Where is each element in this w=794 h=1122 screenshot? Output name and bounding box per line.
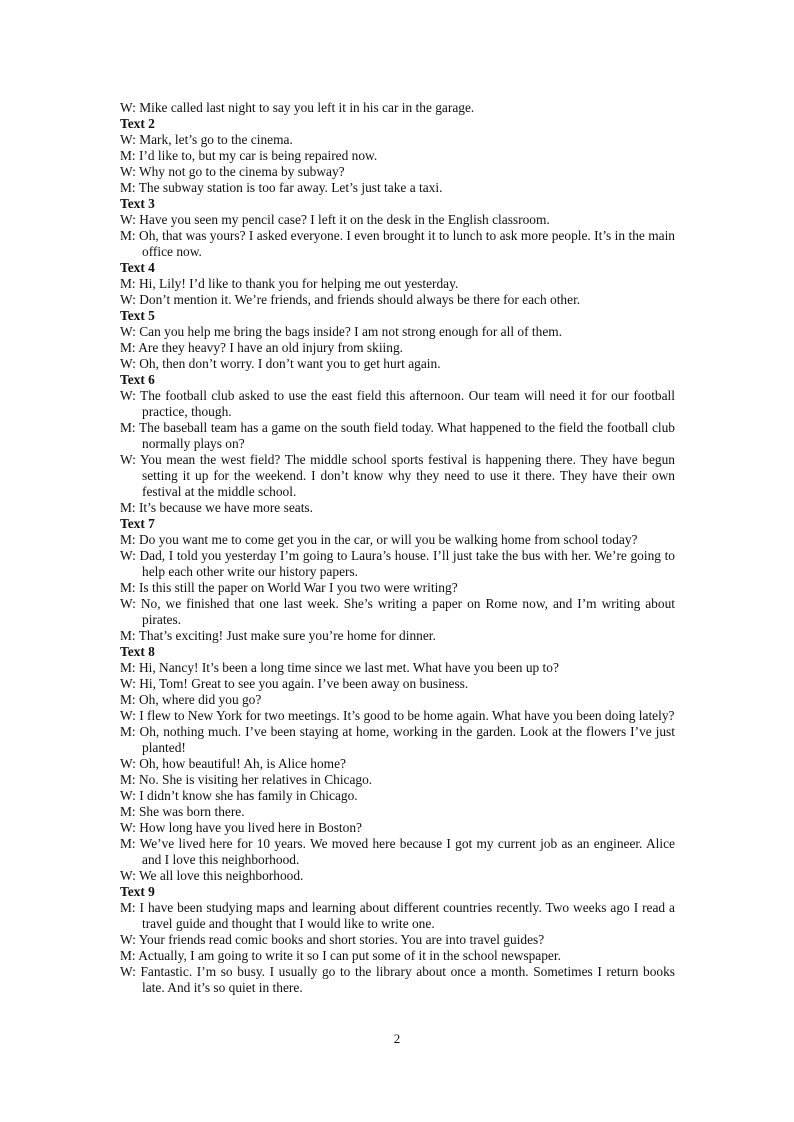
dialogue-line: M: Oh, that was yours? I asked everyone. I even brought it to lunch to ask more people. It’s in the main office now. — [120, 228, 675, 259]
dialogue-line: W: Dad, I told you yesterday I’m going to Laura’s house. I’ll just take the bus with her. We’re going to help each other write our history papers. — [120, 548, 675, 579]
dialogue-line: M: She was born there. — [120, 804, 245, 819]
dialogue-line: W: We all love this neighborhood. — [120, 868, 304, 883]
dialogue-line: M: I have been studying maps and learning about different countries recently. Two weeks ago I read a travel guide and thought that I would like to write one. — [120, 900, 675, 931]
section-heading: Text 9 — [120, 884, 155, 899]
page-number: 2 — [393, 1031, 401, 1046]
section-heading: Text 6 — [120, 372, 155, 387]
dialogue-line: M: No. She is visiting her relatives in Chicago. — [120, 772, 373, 787]
dialogue-line: M: The baseball team has a game on the south field today. What happened to the field the football club normally plays on? — [120, 420, 675, 451]
dialogue-line: M: We’ve lived here for 10 years. We moved here because I got my current job as an engineer. Alice and I love this neighborhood. — [120, 836, 675, 867]
dialogue-line: W: Mark, let’s go to the cinema. — [120, 132, 293, 147]
dialogue-line: W: I didn’t know she has family in Chicago. — [120, 788, 358, 803]
section-heading: Text 5 — [120, 308, 155, 323]
dialogue-line: W: I flew to New York for two meetings. It’s good to be home again. What have you been doing lately? — [120, 708, 675, 723]
dialogue-line: M: Hi, Lily! I’d like to thank you for helping me out yesterday. — [120, 276, 459, 291]
section-heading: Text 4 — [120, 260, 155, 275]
dialogue-line: W: Have you seen my pencil case? I left it on the desk in the English classroom. — [120, 212, 550, 227]
dialogue-line: W: Can you help me bring the bags inside? I am not strong enough for all of them. — [120, 324, 563, 339]
dialogue-line: M: Are they heavy? I have an old injury from skiing. — [120, 340, 403, 355]
dialogue-line: W: How long have you lived here in Boston? — [120, 820, 362, 835]
dialogue-line: M: Hi, Nancy! It’s been a long time since we last met. What have you been up to? — [120, 660, 559, 675]
section-heading: Text 3 — [120, 196, 155, 211]
section-heading: Text 2 — [120, 116, 155, 131]
dialogue-line: M: That’s exciting! Just make sure you’re home for dinner. — [120, 628, 436, 643]
dialogue-line: M: Oh, where did you go? — [120, 692, 262, 707]
dialogue-line: W: Why not go to the cinema by subway? — [120, 164, 345, 179]
dialogue-line: M: Actually, I am going to write it so I can put some of it in the school newspaper. — [120, 948, 561, 963]
dialogue-line: M: I’d like to, but my car is being repaired now. — [120, 148, 378, 163]
transcript-body — [120, 100, 675, 996]
section-heading: Text 7 — [120, 516, 155, 531]
dialogue-line: W: The football club asked to use the east field this afternoon. Our team will need it for our football practice, though. — [120, 388, 675, 419]
dialogue-line: W: Your friends read comic books and short stories. You are into travel guides? — [120, 932, 545, 947]
dialogue-line: W: You mean the west field? The middle school sports festival is happening there. They have begun setting it up for the weekend. I don’t know why they need to use it there. They have their own festival at the middle school. — [120, 452, 675, 499]
dialogue-line: W: Mike called last night to say you left it in his car in the garage. — [120, 100, 475, 115]
dialogue-line: W: Oh, how beautiful! Ah, is Alice home? — [120, 756, 346, 771]
dialogue-line: M: It’s because we have more seats. — [120, 500, 313, 515]
dialogue-line: M: Is this still the paper on World War I you two were writing? — [120, 580, 458, 595]
dialogue-line: M: The subway station is too far away. Let’s just take a taxi. — [120, 180, 443, 195]
dialogue-line: W: No, we finished that one last week. She’s writing a paper on Rome now, and I’m writing about pirates. — [120, 596, 675, 627]
dialogue-line: W: Don’t mention it. We’re friends, and friends should always be there for each other. — [120, 292, 581, 307]
dialogue-line: M: Oh, nothing much. I’ve been staying at home, working in the garden. Look at the flowers I’ve just planted! — [120, 724, 675, 755]
section-heading: Text 8 — [120, 644, 155, 659]
dialogue-line: W: Hi, Tom! Great to see you again. I’ve been away on business. — [120, 676, 469, 691]
dialogue-line: W: Fantastic. I’m so busy. I usually go to the library about once a month. Sometimes I return books late. And it’s so quiet in there. — [120, 964, 675, 995]
dialogue-line: M: Do you want me to come get you in the car, or will you be walking home from school today? — [120, 532, 638, 547]
dialogue-line: W: Oh, then don’t worry. I don’t want you to get hurt again. — [120, 356, 441, 371]
